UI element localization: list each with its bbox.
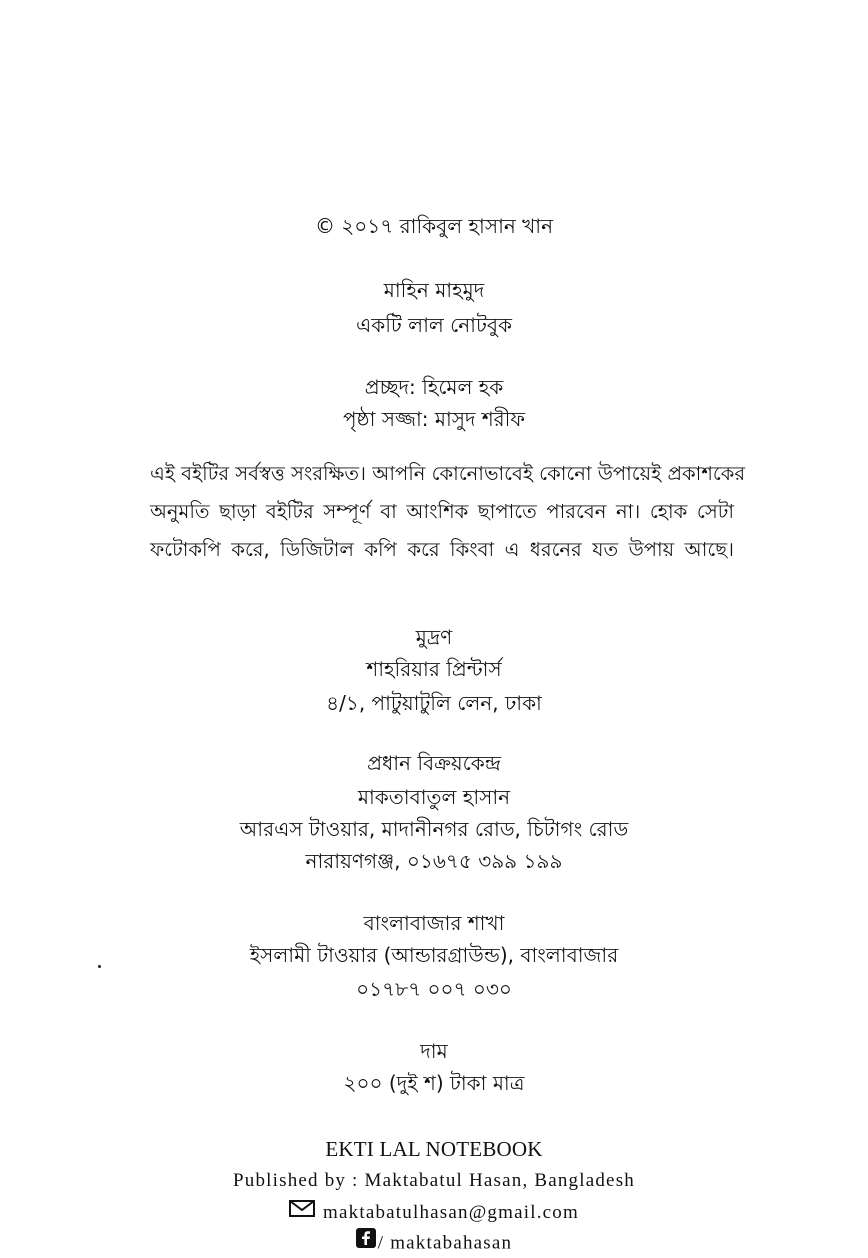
branch-phone: ০১৭৮৭ ০০৭ ০৩০ xyxy=(356,977,512,1001)
english-title: EKTI LAL NOTEBOOK xyxy=(325,1137,543,1161)
envelope-icon xyxy=(289,1199,315,1225)
author-name: মাহিন মাহমুদ xyxy=(383,278,485,302)
facebook-line xyxy=(0,1230,868,1258)
book-title: একটি লাল নোটবুক xyxy=(355,313,513,337)
copyright-line: © ২০১৭ রাকিবুল হাসান খান xyxy=(314,214,554,238)
rights-notice-line: ফটোকপি করে, ডিজিটাল কপি করে কিংবা এ ধরনের যত উপায় আছে। xyxy=(150,538,734,561)
cover-credit: প্রচ্ছদ: হিমেল হক xyxy=(364,375,504,399)
email-address[interactable]: maktabatulhasan@gmail.com xyxy=(323,1202,579,1223)
printer-name: শাহরিয়ার প্রিন্টার্স xyxy=(366,657,502,681)
printing-heading: মুদ্রণ xyxy=(415,625,453,649)
page-design-credit: পৃষ্ঠা সজ্জা: মাসুদ শরীফ xyxy=(342,407,525,431)
main-sales-heading: প্রধান বিক্রয়কেন্দ্র xyxy=(367,751,501,775)
rights-notice-line: এই বইটির সর্বস্বত্ত সংরক্ষিত। আপনি কোনোভাবেই কোনো উপায়েই প্রকাশকের xyxy=(150,462,746,485)
branch-address: ইসলামী টাওয়ার (আন্ডারগ্রাউন্ড), বাংলাবাজার xyxy=(249,943,619,967)
price-value: ২০০ (দুই শ) টাকা মাত্র xyxy=(343,1071,525,1095)
main-sales-phone: নারায়ণগঞ্জ, ০১৬৭৫ ৩৯৯ ১৯৯ xyxy=(305,849,563,873)
main-sales-address: আরএস টাওয়ার, মাদানীনগর রোড, চিটাগং রোড xyxy=(239,817,629,841)
printer-address: ৪/১, পাটুয়াটুলি লেন, ঢাকা xyxy=(326,691,542,715)
published-by: Published by : Maktabatul Hasan, Bangladesh xyxy=(233,1170,635,1191)
price-heading: দাম xyxy=(420,1039,448,1063)
email-line xyxy=(0,1200,868,1227)
branch-heading: বাংলাবাজার শাখা xyxy=(363,911,505,935)
stray-mark xyxy=(98,965,101,968)
facebook-handle[interactable]: / maktabahasan xyxy=(377,1232,513,1254)
rights-notice-line: অনুমতি ছাড়া বইটির সম্পূর্ণ বা আংশিক ছাপাতে পারবেন না। হোক সেটা xyxy=(150,500,734,523)
rights-notice xyxy=(150,455,746,569)
facebook-icon xyxy=(356,1228,376,1256)
main-sales-name: মাকতাবাতুল হাসান xyxy=(357,785,511,809)
